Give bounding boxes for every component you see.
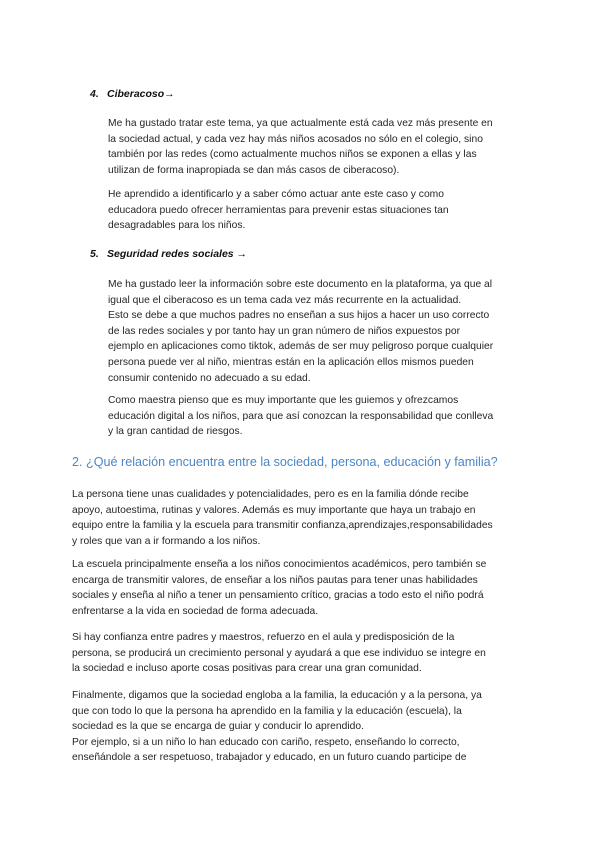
text-line: apoyo, autoestima, rutinas y valores. Además es muy importante que haya un trabajo en [72, 504, 476, 516]
text-line: desagradables para los niños. [108, 220, 246, 232]
text-line: Esto se debe a que muchos padres no enseñan a sus hijos a hacer un uso correcto [108, 310, 490, 322]
text-line: consumir contenido no adecuado a su edad. [108, 372, 311, 384]
item-4-number: 4. [90, 88, 99, 100]
text-line: La escuela principalmente enseña a los niños conocimientos académicos, pero también se [72, 559, 487, 570]
text-line: equipo entre la familia y la escuela para transmitir confianza,aprendizajes,responsabilidades [72, 520, 493, 532]
text-line: la sociedad actual, y cada vez hay más niños acosados no sólo en el colegio, sino [108, 133, 483, 145]
text-line: Como maestra pienso que es muy importante que les guiemos y ofrezcamos [108, 395, 459, 406]
text-line: persona, se producirá un crecimiento personal y ayudará a que ese individuo se integre en [72, 647, 486, 659]
section-paragraph-3 [72, 630, 486, 677]
text-line: ejemplo en aplicaciones como tiktok, además de ser muy peligroso porque cualquier [108, 341, 494, 353]
text-line: la sociedad e incluso aporte cosas positivas para crear una gran comunidad. [72, 663, 422, 675]
item-5-title: Seguridad redes sociales → [107, 248, 248, 260]
item-5-heading [90, 248, 247, 260]
item-4-paragraph-1 [108, 116, 493, 178]
item-4-paragraph-2 [108, 187, 449, 234]
text-line: La persona tiene unas cualidades y potencialidades, pero es en la familia dónde recibe [72, 489, 469, 500]
text-line: que con todo lo que la persona ha aprendido en la familia y la educación (escuela), la [72, 705, 462, 717]
text-line: He aprendido a identificarlo y a saber cómo actuar ante este caso y como [108, 189, 444, 200]
text-line: Por ejemplo, si a un niño lo han educado con cariño, respeto, enseñando lo correcto, [72, 736, 460, 748]
text-line: encarga de transmitir valores, de enseñar a los niños pautas para tener unas habilidades [72, 574, 478, 586]
text-line: Me ha gustado tratar este tema, ya que actualmente está cada vez más presente en [108, 118, 493, 129]
item-5-paragraph-2 [108, 393, 493, 440]
text-line: educación digital a los niños, para que así conozcan la responsabilidad que conlleva [108, 410, 494, 422]
text-line: enseñándole a ser respetuoso, trabajador y educado, en un futuro cuando participe de [72, 752, 467, 764]
text-line: sociedad es la que se encarga de guiar y conducir lo aprendido. [72, 721, 364, 733]
section-paragraph-1 [72, 487, 493, 549]
section-paragraph-2 [72, 557, 486, 619]
text-line: persona puede ver al niño, mientras están en la aplicación ellos mismos pueden [108, 356, 474, 368]
item-4-title: Ciberacoso→ [107, 88, 175, 100]
section-heading: 2. ¿Qué relación encuentra entre la sociedad, persona, educación y familia? [72, 455, 498, 469]
item-4-heading [90, 88, 175, 100]
text-line: y roles que van a ir formando a los niños. [72, 535, 261, 547]
text-line: Me ha gustado leer la información sobre este documento en la plataforma, ya que al [108, 279, 493, 290]
text-line: sociales y enseña al niño a tener un pensamiento crítico, gracias a todo esto el niño podrá [72, 590, 484, 602]
text-line: y la gran cantidad de riesgos. [108, 426, 243, 438]
text-line: de las redes sociales y por tanto hay un gran número de niños expuestos por [108, 325, 461, 337]
text-line: igual que el ciberacoso es un tema cada vez más recurrente en la actualidad. [108, 294, 462, 306]
item-5-number: 5. [90, 248, 99, 260]
text-line: utilizan de forma inapropiada se dan más casos de ciberacoso). [108, 164, 400, 176]
section-paragraph-4 [72, 688, 482, 766]
text-line: enfrentarse a la vida en sociedad de forma adecuada. [72, 605, 319, 617]
text-line: Si hay confianza entre padres y maestros, refuerzo en el aula y predisposición de la [72, 632, 455, 643]
text-line: también por las redes (como actualmente muchos niños se exponen a ellas y las [108, 149, 477, 161]
text-line: Finalmente, digamos que la sociedad engloba a la familia, la educación y a la persona, ya [72, 690, 482, 701]
item-5-paragraph-1 [108, 277, 493, 386]
text-line: educadora puedo ofrecer herramientas para prevenir estas situaciones tan [108, 204, 449, 216]
